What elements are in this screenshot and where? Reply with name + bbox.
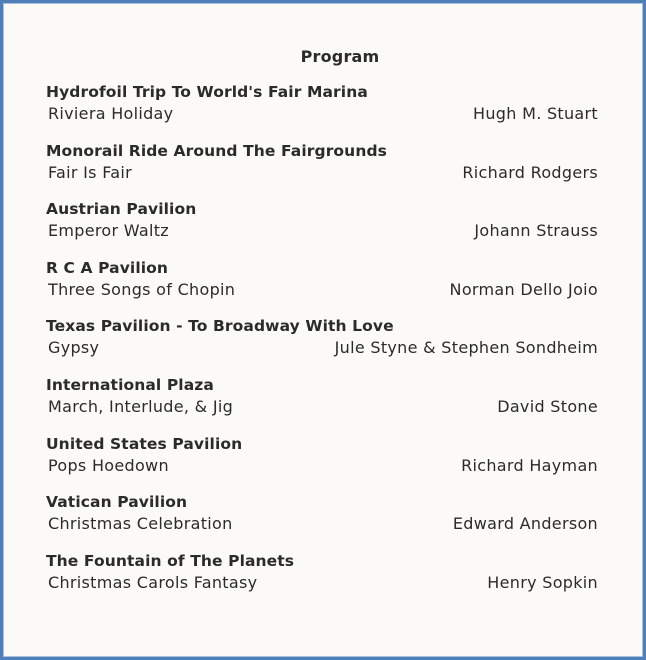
entry-composer: Richard Hayman [461, 455, 598, 475]
entry-row [46, 278, 598, 302]
entry-composer: Jule Styne & Stephen Sondheim [334, 338, 598, 358]
entry-composer: Edward Anderson [452, 514, 598, 534]
entry-composer: Henry Sopkin [487, 572, 598, 592]
program-title-text: Program [300, 47, 380, 66]
program-entry [46, 199, 598, 258]
program-entry [46, 258, 598, 317]
program-entry [46, 316, 598, 375]
entry-row [46, 336, 598, 360]
entry-heading: International Plaza [46, 375, 214, 394]
entry-heading: Texas Pavilion - To Broadway With Love [46, 317, 394, 336]
program-entries [46, 82, 598, 609]
program-entry [46, 492, 598, 551]
entry-row [46, 161, 598, 185]
entry-row [46, 454, 598, 478]
entry-row [46, 512, 598, 536]
entry-heading: The Fountain of The Planets [46, 551, 295, 570]
entry-piece: Pops Hoedown [48, 455, 169, 475]
entry-heading: United States Pavilion [46, 434, 243, 453]
entry-piece: Emperor Waltz [48, 221, 169, 241]
program-entry [46, 375, 598, 434]
entry-row [46, 219, 598, 243]
entry-piece: Riviera Holiday [48, 104, 174, 123]
entry-composer: Johann Strauss [474, 221, 598, 241]
entry-piece: March, Interlude, & Jig [48, 396, 234, 416]
entry-piece: Fair Is Fair [48, 162, 132, 182]
entry-composer: David Stone [497, 396, 598, 416]
entry-piece: Christmas Celebration [48, 514, 233, 534]
entry-composer: Norman Dello Joio [449, 279, 598, 299]
entry-piece: Christmas Carols Fantasy [48, 572, 258, 592]
program-entry [46, 141, 598, 200]
entry-heading: Austrian Pavilion [46, 200, 197, 219]
entry-composer: Hugh M. Stuart [473, 104, 598, 123]
entry-row [46, 395, 598, 419]
entry-piece: Gypsy [48, 338, 100, 358]
program-title [3, 47, 643, 66]
entry-composer: Richard Rodgers [462, 162, 598, 182]
entry-heading: R C A Pavilion [46, 258, 169, 277]
entry-row [46, 102, 598, 126]
entry-heading: Monorail Ride Around The Fairgrounds [46, 141, 387, 160]
entry-row [46, 571, 598, 595]
program-entry [46, 82, 598, 141]
entry-heading: Vatican Pavilion [46, 493, 188, 512]
program-entry [46, 551, 598, 610]
program-entry [46, 434, 598, 493]
entry-piece: Three Songs of Chopin [48, 279, 236, 299]
entry-heading: Hydrofoil Trip To World's Fair Marina [46, 83, 368, 101]
